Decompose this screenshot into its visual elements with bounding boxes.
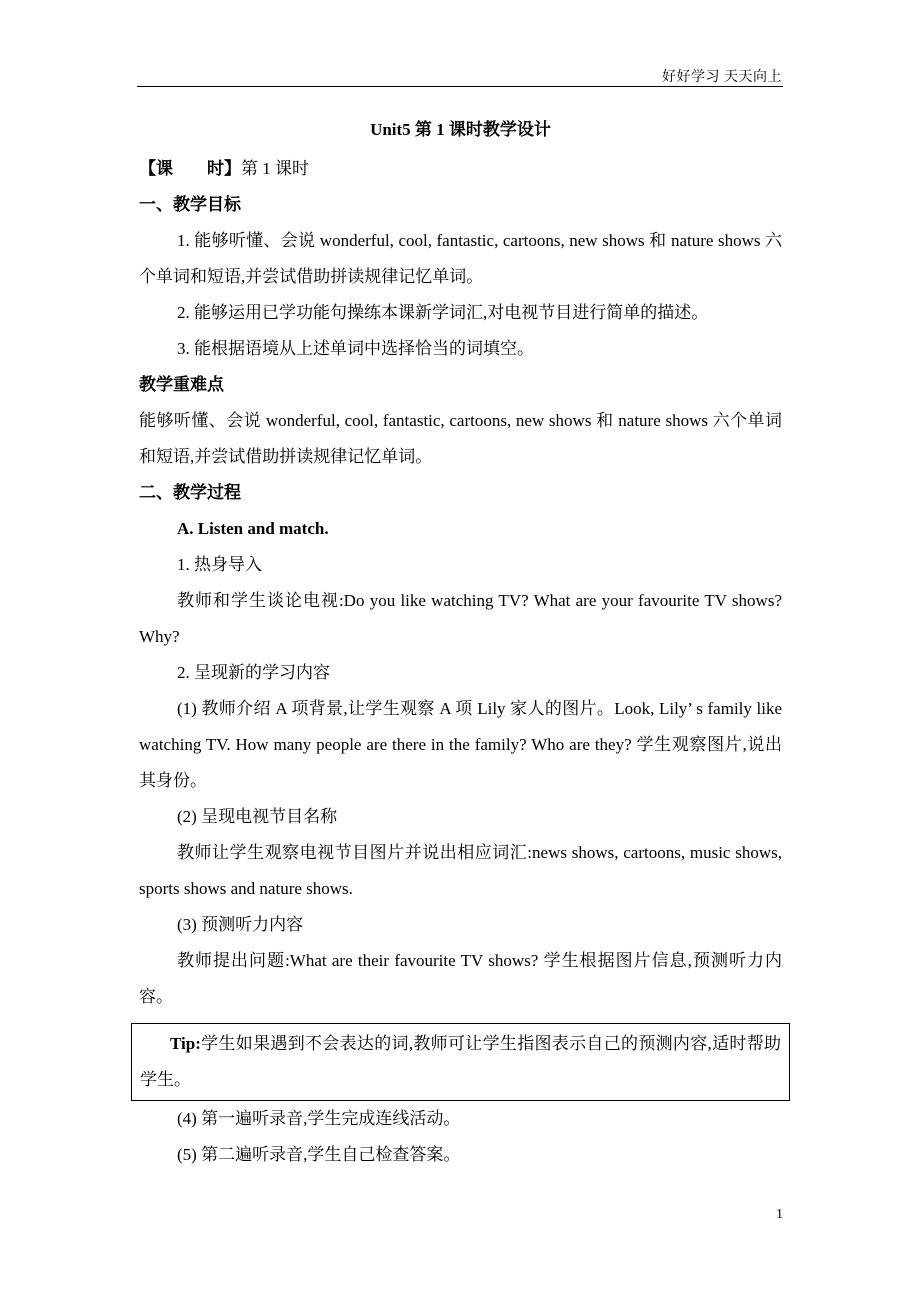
page-number: 1 <box>776 1207 783 1222</box>
step1-text: 教师和学生谈论电视:Do you like watching TV? What are your favourite TV shows? Why? <box>139 591 782 646</box>
keypoints-text: 能够听懂、会说 wonderful, cool, fantastic, cartoons, new shows 和 nature shows 六个单词和短语,并尝试借助拼读规律记忆单词。 <box>139 411 782 466</box>
sub4-text: (4) 第一遍听录音,学生完成连线活动。 <box>177 1109 461 1128</box>
sub2-text: 教师让学生观察电视节目图片并说出相应词汇:news shows, cartoons, music shows, sports shows and nature shows. <box>139 843 782 898</box>
sub3-title: (3) 预测听力内容 <box>177 915 304 934</box>
document-body <box>139 116 782 1173</box>
tip-text: 学生如果遇到不会表达的词,教师可让学生指图表示自己的预测内容,适时帮助学生。 <box>140 1034 781 1089</box>
header-slogan: 好好学习 天天向上 <box>662 70 782 85</box>
tip-label: Tip: <box>170 1034 201 1053</box>
section1-heading: 一、教学目标 <box>139 195 241 214</box>
goal-3: 3. 能根据语境从上述单词中选择恰当的词填空。 <box>177 339 534 358</box>
lesson-line <box>139 151 782 187</box>
goal-2: 2. 能够运用已学功能句操练本课新学词汇,对电视节目进行简单的描述。 <box>177 303 709 322</box>
section2-subheading: A. Listen and match. <box>177 519 329 538</box>
step2-title: 2. 呈现新的学习内容 <box>177 663 330 682</box>
step1-title: 1. 热身导入 <box>177 555 262 574</box>
lesson-label: 【课 时】 <box>139 159 241 178</box>
sub2-title: (2) 呈现电视节目名称 <box>177 807 338 826</box>
sub3-text: 教师提出问题:What are their favourite TV shows? 学生根据图片信息,预测听力内容。 <box>139 951 782 1006</box>
tip-paragraph <box>140 1026 781 1098</box>
section2-heading: 二、教学过程 <box>139 483 241 502</box>
document-title: Unit5 第 1 课时教学设计 <box>370 120 551 139</box>
tip-box <box>131 1023 790 1101</box>
header-rule <box>137 86 783 87</box>
lesson-value: 第 1 课时 <box>241 159 309 178</box>
sub1-text: (1) 教师介绍 A 项背景,让学生观察 A 项 Lily 家人的图片。Look, Lily’ s family like watching TV. How many people are there in the family? Who are they? 学生观察图片,说出其身份。 <box>139 699 782 790</box>
keypoints-heading: 教学重难点 <box>139 375 224 394</box>
sub5-text: (5) 第二遍听录音,学生自己检查答案。 <box>177 1145 461 1164</box>
goal-1: 1. 能够听懂、会说 wonderful, cool, fantastic, cartoons, new shows 和 nature shows 六个单词和短语,并尝试借助拼读规律记忆单词。 <box>139 231 782 286</box>
